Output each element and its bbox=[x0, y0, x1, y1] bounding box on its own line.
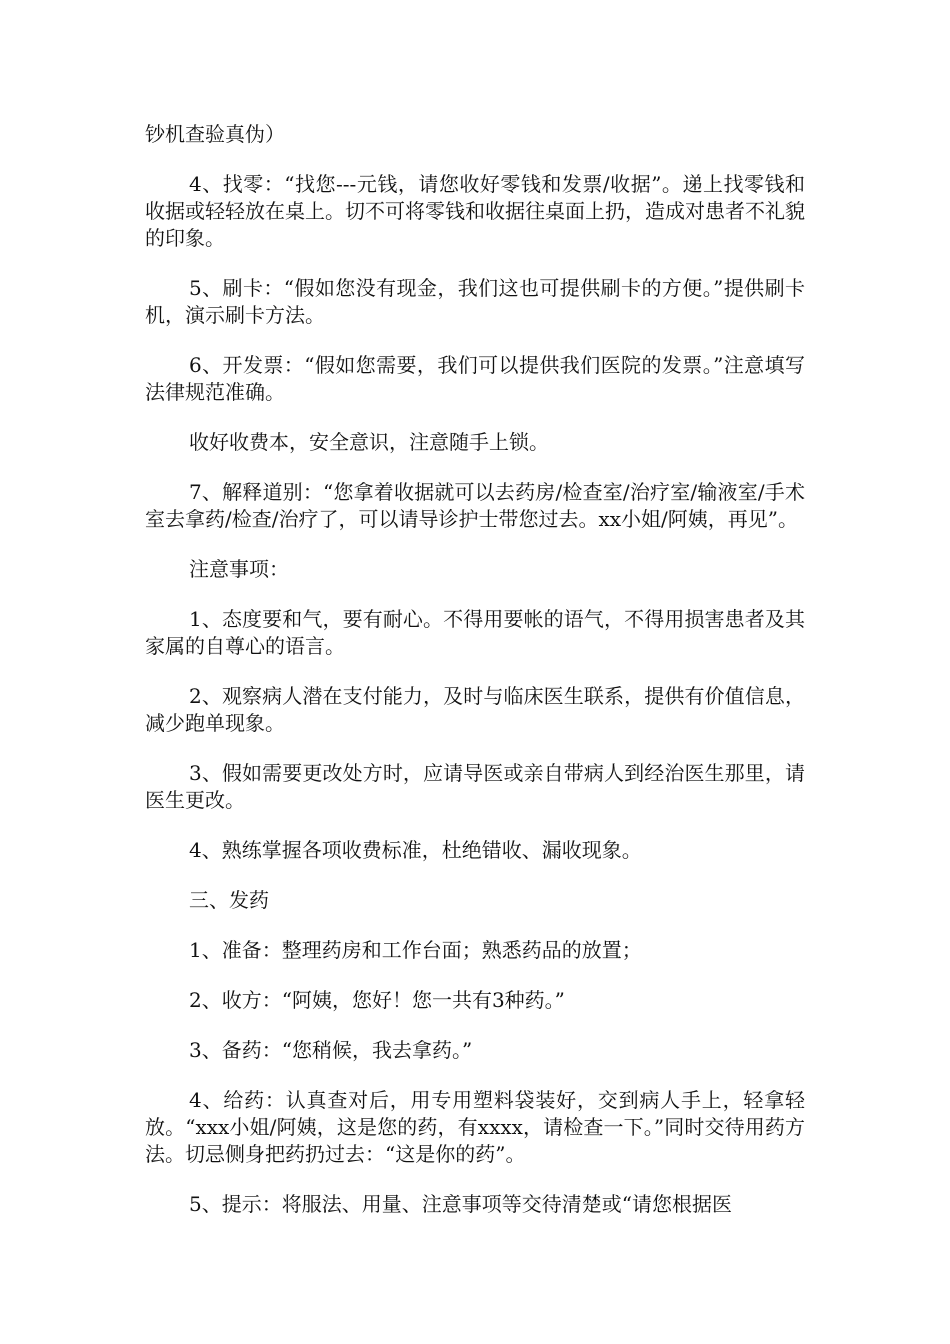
paragraph: 6、开发票：“假如您需要，我们可以提供我们医院的发票。”注意填写法律规范准确。 bbox=[145, 353, 805, 404]
document-body bbox=[145, 121, 805, 1241]
paragraph: 4、熟练掌握各项收费标准，杜绝错收、漏收现象。 bbox=[189, 838, 642, 862]
paragraph: 三、发药 bbox=[189, 888, 269, 912]
paragraph: 1、准备：整理药房和工作台面；熟悉药品的放置； bbox=[189, 938, 642, 962]
paragraph: 1、态度要和气，要有耐心。不得用要帐的语气，不得用损害患者及其家属的自尊心的语言。 bbox=[145, 607, 805, 658]
paragraph: 收好收费本，安全意识，注意随手上锁。 bbox=[189, 430, 549, 454]
paragraph: 注意事项： bbox=[189, 557, 289, 581]
paragraph: 2、收方：“阿姨，您好！您一共有3种药。” bbox=[189, 988, 565, 1012]
paragraph: 4、找零：“找您---元钱，请您收好零钱和发票/收据”。递上找零钱和收据或轻轻放在桌上。切不可将零钱和收据往桌面上扔，造成对患者不礼貌的印象。 bbox=[145, 172, 805, 250]
paragraph: 钞机查验真伪） bbox=[145, 122, 285, 146]
paragraph: 7、解释道别：“您拿着收据就可以去药房/检查室/治疗室/输液室/手术室去拿药/检查/治疗了，可以请导诊护士带您过去。xx小姐/阿姨，再见”。 bbox=[145, 480, 805, 531]
paragraph: 2、观察病人潜在支付能力，及时与临床医生联系，提供有价值信息，减少跑单现象。 bbox=[145, 684, 805, 735]
paragraph: 5、刷卡：“假如您没有现金，我们这也可提供刷卡的方便。”提供刷卡机，演示刷卡方法。 bbox=[145, 276, 805, 327]
paragraph: 3、假如需要更改处方时，应请导医或亲自带病人到经治医生那里，请医生更改。 bbox=[145, 761, 805, 812]
paragraph: 3、备药：“您稍候，我去拿药。” bbox=[189, 1038, 473, 1062]
paragraph: 4、给药：认真查对后，用专用塑料袋装好，交到病人手上，轻拿轻放。“xxx小姐/阿姨，这是您的药，有xxxx，请检查一下。”同时交待用药方法。切忌侧身把药扔过去：“这是你的药”。 bbox=[145, 1088, 805, 1166]
paragraph: 5、提示：将服法、用量、注意事项等交待清楚或“请您根据医 bbox=[189, 1192, 732, 1216]
